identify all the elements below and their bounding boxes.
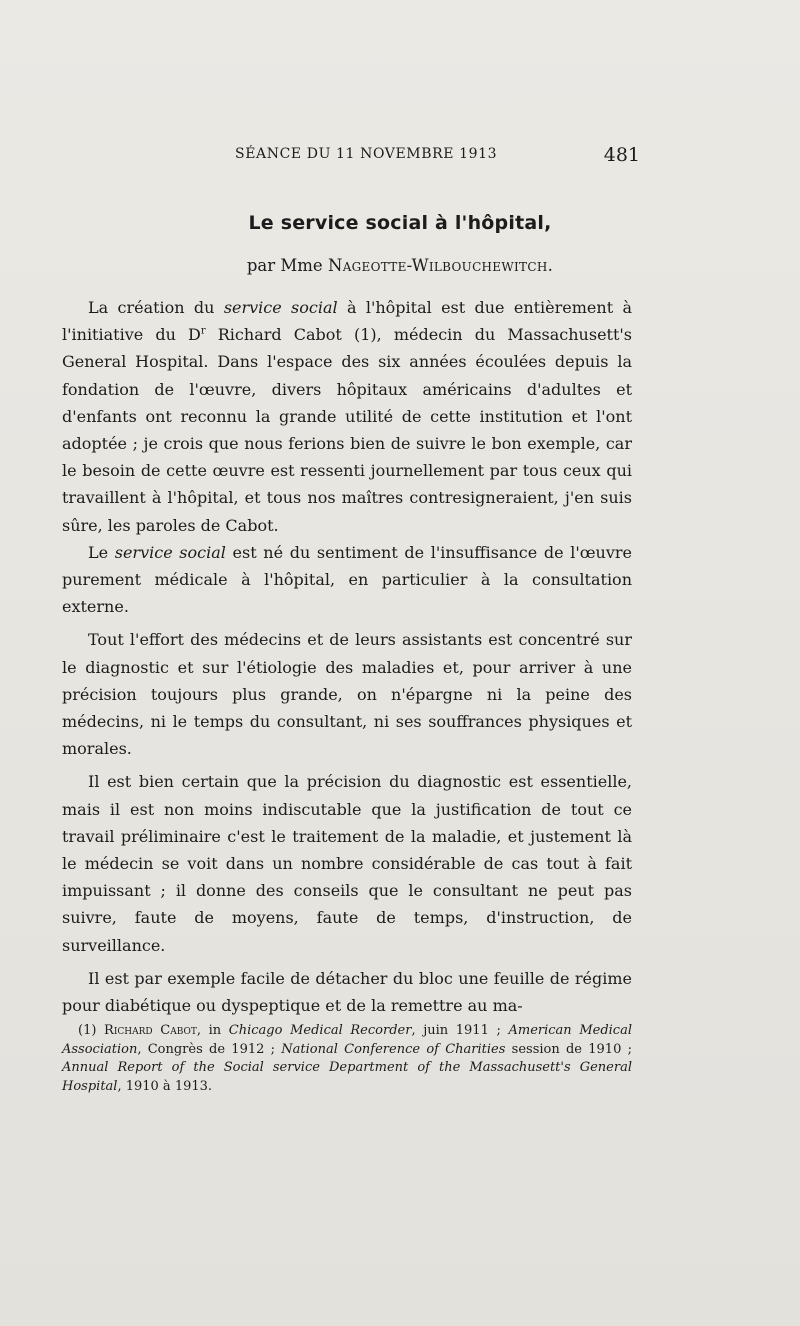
paragraph-2-part-a: Le xyxy=(88,542,115,562)
paragraph-2 xyxy=(62,539,632,621)
paragraph-1-part-e: Richard Cabot (1), médecin du Massachusett's General Hospital. Dans l'espace des six années écoulées depuis la fondation de l'œuvre, divers hôpitaux américains d'adultes et d'enfants ont reconnu la grande utilité de cette institution et l'ont adoptée ; je crois que nous ferions bien de suivre le bon exemple, car le besoin de cette œuvre est ressenti journellement par tous ceux qui travaillent à l'hôpital, et tous nos maîtres contresigneraient, j'en suis sûre, les paroles de Cabot. xyxy=(62,325,632,535)
paragraph-5: Il est par exemple facile de détacher du bloc une feuille de régime pour diabétique ou dyspeptique et de la remettre au ma- xyxy=(62,968,632,1016)
byline xyxy=(0,256,800,275)
paragraph-1-part-a: La création du xyxy=(88,298,224,317)
footnote-source-3: National Conference of Charities xyxy=(281,1041,506,1057)
footnote-source-4: Annual Report of the Social service Department of the Massachusett's General Hospital xyxy=(62,1060,632,1094)
footnotes xyxy=(62,1022,632,1096)
paragraph-1-term: service social xyxy=(223,298,338,317)
body-text xyxy=(62,294,632,1019)
paragraph-1-superscript: r xyxy=(200,325,206,337)
page-number: 481 xyxy=(603,144,640,166)
paragraph-1-part-c: à l'hôpital est due entièrement à l'initiative du D xyxy=(62,298,633,345)
footnote-sep-3: , Congrès de 1912 ; xyxy=(137,1041,282,1057)
footnote-source-2: American Medical Association xyxy=(62,1023,632,1057)
byline-prefix: par Mme xyxy=(246,256,328,275)
footnote-sep-5: , 1910 à 1913. xyxy=(117,1078,213,1094)
running-head xyxy=(60,144,640,168)
paragraph-3: Tout l'effort des médecins et de leurs assistants est concentré sur le diagnostic et sur l'étiologie des maladies et, pour arriver à une précision toujours plus grande, on n'épargne ni la peine des médecins, ni le temps du consultant, ni ses souffrances physiques et morales. xyxy=(62,630,632,759)
article-title: Le service social à l'hôpital, xyxy=(248,212,552,234)
footnote-sep-2: , juin 1911 ; xyxy=(411,1023,509,1038)
footnote-sep-1: , in xyxy=(196,1023,229,1038)
footnote-source-1: Chicago Medical Recorder xyxy=(228,1023,412,1038)
footnote-1 xyxy=(62,1022,632,1096)
running-title: SÉANCE DU 11 NOVEMBRE 1913 xyxy=(235,146,498,162)
footnote-author: Richard Cabot xyxy=(104,1023,197,1038)
paragraph-4: Il est bien certain que la précision du diagnostic est essentielle, mais il est non moins indiscutable que la justification de tout ce travail préliminaire c'est le traitement de la maladie, et justement là le médecin se voit dans un nombre considérable de cas tout à fait impuissant ; il donne des conseils que le consultant ne peut pas suivre, faute de moyens, faute de temps, d'instruction, de surveillance. xyxy=(62,772,632,955)
footnote-marker: (1) xyxy=(78,1023,105,1038)
byline-author: Nageotte-Wilbouchewitch. xyxy=(327,256,554,275)
paragraph-1 xyxy=(62,294,632,539)
paragraph-2-term: service social xyxy=(114,542,226,562)
footnote-sep-4: session de 1910 ; xyxy=(505,1041,632,1057)
paragraph-2-part-c: est né du sentiment de l'insuffisance de l'œuvre purement médicale à l'hôpital, en particulier à la consultation externe. xyxy=(62,542,633,617)
